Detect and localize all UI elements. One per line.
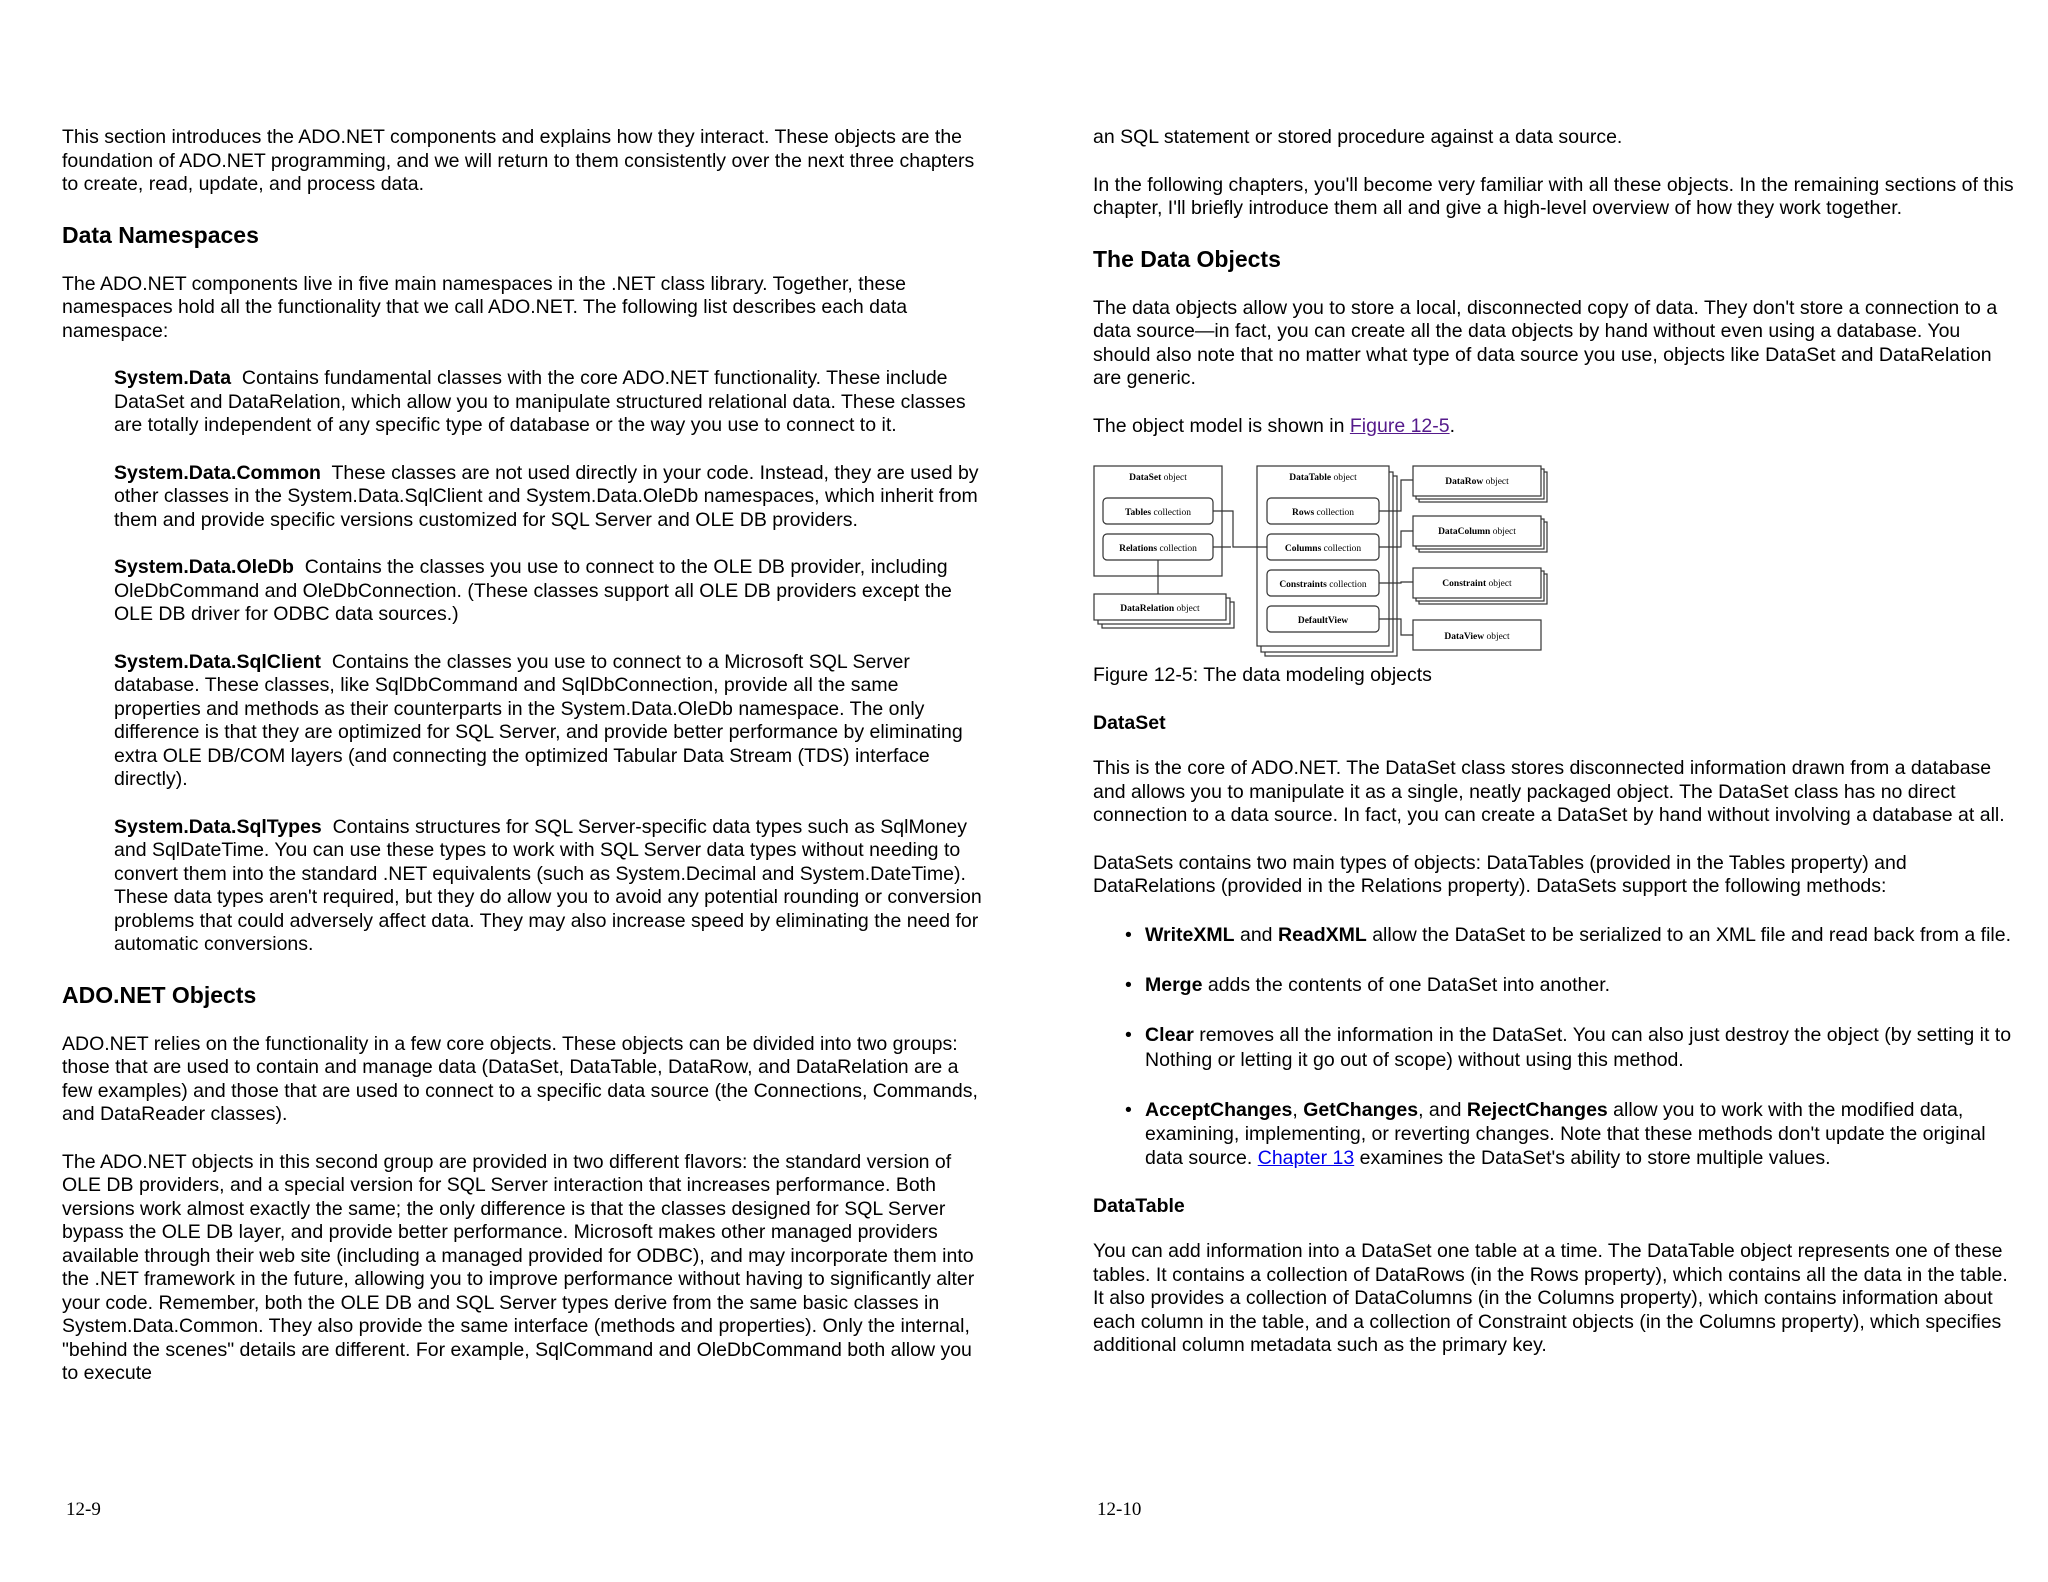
constraints-collection-label: Constraints collection xyxy=(1279,580,1367,590)
namespace-system-data xyxy=(114,367,982,438)
following-chapters-paragraph: In the following chapters, you'll become very familiar with all these objects. In the remaining sections of this chapter, I'll briefly introduce them all and give a high-level overview of how they work together. xyxy=(1093,173,2014,219)
datatable-object-label: DataTable object xyxy=(1289,473,1357,483)
datacolumn-object-label: DataColumn object xyxy=(1438,527,1516,537)
list-item: • WriteXML and ReadXML allow the DataSet to be serialized to an XML file and read back from a file. xyxy=(1125,923,2012,946)
objects-paragraph-2: The ADO.NET objects in this second group are provided in two different flavors: the standard version of OLE DB providers, and a special version for SQL Server interaction that increases performance. Both versions work almost exactly the same; the only difference is that the classes designed for SQL Server bypass the OLE DB layer, and provide better performance. Microsoft makes other managed providers available through their web site (including a managed provided for ODBC), and may incorporate them into the .NET framework in the future, allowing you to improve performance without having to significantly alter your code. Remember, both the OLE DB and SQL Server types derive from the same basic classes in System.Data.Common. They also provide the same interface (methods and properties). Only the internal, "behind the scenes" details are different. For example, SqlCommand and OleDbCommand both allow you to execute xyxy=(62,1150,975,1384)
definition: Contains fundamental classes with the core ADO.NET functionality. These include DataSet and DataRelation, which allow you to manipulate structured relational data. These classes are totally independent of any specific type of database or the way you use to connect to it. xyxy=(114,367,966,436)
dataset-object-label: DataSet object xyxy=(1129,473,1187,483)
dataview-object-label: DataView object xyxy=(1444,632,1510,642)
heading-adonet-objects: ADO.NET Objects xyxy=(62,981,257,1008)
dataset-methods-list xyxy=(1093,923,2018,1170)
heading-data-namespaces: Data Namespaces xyxy=(62,221,259,248)
datatable-paragraph: You can add information into a DataSet one table at a time. The DataTable object represents one of these tables. It contains a collection of DataRows (in the Rows property), which contains all the data in the table. It also provides a collection of DataColumns (in the Columns property), which contains information about each column in the table, and a collection of Constraint objects (in the Columns property), which specifies additional column metadata such as the primary key. xyxy=(1093,1240,2008,1356)
term: System.Data.SqlTypes xyxy=(114,815,322,838)
bullet-icon: • xyxy=(1125,1023,1132,1046)
definition: These classes are not used directly in your code. Instead, they are used by other classes in the System.Data.SqlClient and System.Data.OleDb namespaces, which inherit from them and provide specific versions customized for SQL Server and OLE DB providers. xyxy=(114,461,979,531)
columns-collection-label: Columns collection xyxy=(1284,544,1362,554)
bullet-icon: • xyxy=(1125,1098,1132,1121)
definition: Contains structures for SQL Server-specific data types such as SqlMoney and SqlDateTime. You can use these types to work with SQL Server data types without needing to convert them into the standard .NET equivalents (such as System.Decimal and System.DateTime). These data types aren't required, but they do allow you to avoid any potential rounding or conversion problems that could adversely affect data. They may also increase speed by eliminating the need for automatic conversions. xyxy=(114,815,982,955)
definition: Contains the classes you use to connect to a Microsoft SQL Server database. These classes, like SqlDbCommand and SqlDbConnection, provide all the same properties and methods as their counterparts in the System.Data.OleDb namespace. The only difference is that they are optimized for SQL Server, and provide better performance by eliminating extra OLE DB/COM layers (and connecting the optimized Tabular Data Stream (TDS) interface directly). xyxy=(114,650,963,790)
object-model-paragraph: The object model is shown in Figure 12-5. xyxy=(1093,414,1456,437)
namespace-list xyxy=(62,367,982,957)
intro-paragraph: This section introduces the ADO.NET components and explains how they interact. These objects are the foundation of ADO.NET programming, and we will return to them consistently over the next three chapters to create, read, update, and process data. xyxy=(62,126,975,195)
figure-caption: Figure 12-5: The data modeling objects xyxy=(1093,664,1432,686)
dataset-paragraph-1: This is the core of ADO.NET. The DataSet class stores disconnected information drawn from a database and allows you to manipulate it as a single, neatly packaged object. The DataSet class has no direct connection to a data source. In fact, you can create a DataSet by hand without involving a database at all. xyxy=(1093,757,2005,826)
bullet-icon: • xyxy=(1125,973,1132,996)
list-item: • AcceptChanges, GetChanges, and RejectChanges allow you to work with the modified data, examining, implementing, or reverting changes. Note that these methods don't update the original data source. Chapter 13 examines the DataSet's ability to store multiple values. xyxy=(1125,1098,1986,1169)
namespace-system-data-sqlclient xyxy=(114,651,982,792)
term: System.Data.SqlClient xyxy=(114,650,321,673)
data-objects-paragraph: The data objects allow you to store a local, disconnected copy of data. They don't store a connection to a data source—in fact, you can create all the data objects by hand without even using a database. You should also note that no matter what type of data source you use, objects like DataSet and DataRelation are generic. xyxy=(1093,296,1998,389)
datarow-object-label: DataRow object xyxy=(1445,477,1509,487)
namespace-system-data-common xyxy=(114,462,982,533)
continuation-paragraph: an SQL statement or stored procedure against a data source. xyxy=(1093,126,1623,148)
page-number-left: 12-9 xyxy=(66,1499,101,1520)
definition: Contains the classes you use to connect to the OLE DB provider, including OleDbCommand and OleDbConnection. (These classes support all OLE DB providers except the OLE DB driver for ODBC data sources.) xyxy=(114,556,952,625)
constraint-object-label: Constraint object xyxy=(1442,579,1512,589)
tables-collection-label: Tables collection xyxy=(1125,508,1191,518)
term: System.Data.OleDb xyxy=(114,556,294,578)
figure-12-5-link[interactable]: Figure 12-5 xyxy=(1349,414,1450,437)
list-item: • Merge adds the contents of one DataSet into another. xyxy=(1125,973,1611,996)
left-page xyxy=(62,126,982,1410)
namespaces-intro: The ADO.NET components live in five main namespaces in the .NET class library. Together, these namespaces hold all the functionality that we call ADO.NET. The following list describes each data namespace: xyxy=(62,272,908,342)
relations-collection-label: Relations collection xyxy=(1119,544,1197,554)
bullet-icon: • xyxy=(1125,923,1132,946)
dataset-paragraph-2: DataSets contains two main types of objects: DataTables (provided in the Tables property) and DataRelations (provided in the Relations property). DataSets support the following methods: xyxy=(1093,851,1907,897)
datarelation-object-label: DataRelation object xyxy=(1120,604,1200,614)
page-number-right: 12-10 xyxy=(1097,1499,1142,1520)
rows-collection-label: Rows collection xyxy=(1291,508,1355,518)
heading-datatable: DataTable xyxy=(1093,1194,1185,1217)
term: System.Data xyxy=(114,367,232,389)
diagram-svg xyxy=(1093,462,1573,658)
right-page xyxy=(1093,126,2018,1382)
defaultview-label: DefaultView xyxy=(1297,616,1349,626)
objects-paragraph-1: ADO.NET relies on the functionality in a few core objects. These objects can be divided into two groups: those that are used to contain and manage data (DataSet, DataTable, DataRow, and DataRelation are a few examples) and those that are used to connect to a specific data source (the Connections, Commands, and DataReader classes). xyxy=(62,1032,978,1125)
namespace-system-data-sqltypes xyxy=(114,816,982,957)
heading-data-objects: The Data Objects xyxy=(1093,245,1281,272)
list-item: • Clear removes all the information in the DataSet. You can also just destroy the object (by setting it to Nothing or letting it go out of scope) without using this method. xyxy=(1125,1023,2012,1071)
term: System.Data.Common xyxy=(114,461,321,484)
namespace-system-data-oledb xyxy=(114,556,982,627)
heading-dataset: DataSet xyxy=(1093,711,1166,734)
data-model-diagram xyxy=(1093,462,1573,658)
chapter-13-link[interactable]: Chapter 13 xyxy=(1257,1146,1355,1169)
